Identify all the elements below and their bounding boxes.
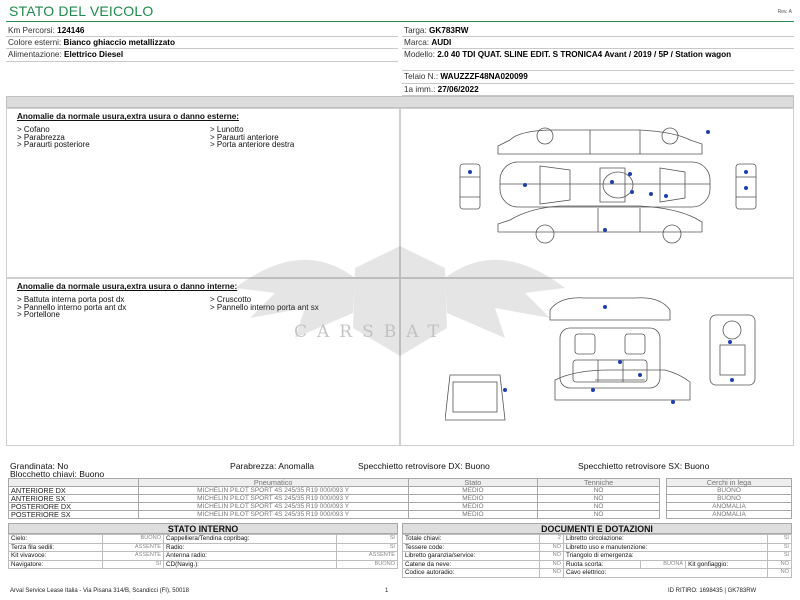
key-lock-status: Blocchetto chiavi: Buono	[10, 469, 105, 479]
revision-label: Rev. A	[777, 9, 792, 15]
model-row	[402, 49, 794, 71]
rim-state: BUONO	[667, 487, 792, 495]
car-exterior-diagram	[440, 122, 770, 247]
doc-label: Catene da neve:	[403, 560, 540, 569]
vin-label: Telaio N.:	[404, 72, 441, 82]
tyre-position: ANTERIORE SX	[9, 495, 139, 503]
internal-damage-panel	[6, 278, 400, 446]
plate-value: GK783RW	[429, 26, 469, 35]
table-row	[403, 543, 792, 552]
table-row	[9, 503, 660, 511]
color-label: Colore esterni:	[8, 38, 64, 48]
doc-label: Ruota scorta:	[563, 560, 640, 569]
watermark-text: CARSBAT	[294, 322, 449, 342]
interior-state-title: STATO INTERNO	[8, 523, 398, 534]
damage-item: > Paraurti posteriore	[17, 140, 90, 150]
registration-label: 1a imm.:	[404, 84, 438, 94]
doc-value: NO	[539, 552, 563, 561]
table-row	[403, 560, 792, 569]
interior-value: BUONO	[103, 535, 164, 544]
tyre-tech: NO	[538, 511, 660, 519]
damage-item: > Porta anteriore destra	[210, 140, 295, 150]
interior-label: Antenna radio:	[164, 552, 337, 561]
rim-state: ANOMALIA	[667, 503, 792, 511]
tyres-header-state: Stato	[408, 479, 538, 487]
vehicle-info-left	[6, 25, 398, 62]
vehicle-info-right	[402, 25, 794, 96]
damage-item: > Lunotto	[210, 125, 244, 134]
section-divider-bar	[6, 96, 794, 108]
table-row	[9, 495, 660, 503]
km-label: Km Percorsi:	[8, 26, 58, 35]
plate-row	[402, 25, 794, 37]
make-label: Marca:	[404, 38, 432, 48]
tyre-model: MICHELIN PILOT SPORT 4S 245/35 R19 000/093 Y	[138, 511, 408, 519]
vin-row	[402, 71, 794, 83]
table-row	[9, 543, 398, 552]
interior-value: ASSENTE	[103, 543, 164, 552]
doc-label: Totale chiavi:	[403, 535, 540, 544]
registration-row	[402, 84, 794, 96]
doc-label: Triangolo di emergenza:	[563, 552, 767, 561]
table-row	[9, 535, 398, 544]
model-label: Modello:	[404, 50, 438, 60]
external-damage-heading: Anomalie da normale usura,extra usura o danno esterne:	[17, 112, 240, 121]
tyre-tech: NO	[538, 495, 660, 503]
external-damage-col-1	[17, 126, 207, 149]
color-value: Bianco ghiaccio metallizzato	[63, 38, 175, 48]
tyre-state: MEDIO	[408, 487, 538, 495]
interior-label: Cappelliera/Tendina copribag:	[164, 535, 337, 544]
doc-value: NO	[767, 569, 791, 578]
damage-item: > Parabrezza	[17, 132, 65, 142]
tyres-header-tyre: Pneumatico	[138, 479, 408, 487]
fuel-row	[6, 49, 398, 61]
color-row	[6, 37, 398, 49]
tyre-state: MEDIO	[408, 503, 538, 511]
footer-company: Arval Service Lease Italia - Via Pisana 314/B, Scandicci (FI), 50018	[10, 588, 189, 594]
interior-value: ASSENTE	[103, 552, 164, 561]
doc-label: Libretto circolazione:	[563, 535, 767, 544]
registration-value: 27/06/2022	[437, 84, 479, 94]
interior-label: CD(Navig.):	[164, 560, 337, 569]
tyres-header-position	[9, 479, 139, 487]
doc-value: 2	[539, 535, 563, 544]
interior-value: ASSENTE	[337, 552, 398, 561]
fuel-label: Alimentazione:	[8, 50, 64, 60]
doc-label: Libretto garanzia/service:	[403, 552, 540, 561]
table-row	[403, 535, 792, 544]
interior-value: SI	[337, 535, 398, 544]
documents-title: DOCUMENTI E DOTAZIONI	[402, 523, 792, 534]
plate-label: Targa:	[404, 26, 430, 35]
vin-value: WAUZZZF48NA020099	[440, 72, 528, 82]
rims-header: Cerchi in lega	[667, 479, 792, 487]
damage-item: > Battuta interna porta post dx	[17, 295, 125, 304]
tyre-position: POSTERIORE DX	[9, 503, 139, 511]
doc-label: Cavo elettrico:	[563, 569, 767, 578]
rim-state: ANOMALIA	[667, 511, 792, 519]
windshield-status: Parabrezza: Anomalla	[230, 461, 315, 471]
damage-item: > Cruscotto	[210, 295, 252, 304]
interior-label: Terza fila sedili:	[9, 543, 103, 552]
km-value: 124146	[57, 26, 85, 35]
internal-damage-heading: Anomalie da normale usura,extra usura o danno interne:	[17, 282, 238, 291]
tyre-tech: NO	[538, 487, 660, 495]
page-title: STATO DEL VEICOLO	[9, 3, 154, 19]
tyres-header-tech: Tenniche	[538, 479, 660, 487]
table-row	[403, 569, 792, 578]
table-row	[403, 552, 792, 561]
interior-value: SI	[337, 543, 398, 552]
doc-value: BUONA	[641, 560, 686, 569]
mirror-left-status: Specchietto retrovisore SX: Buono	[578, 461, 710, 471]
title-divider	[6, 21, 794, 22]
interior-label: Radio:	[164, 543, 337, 552]
interior-label: Kit vivavoce:	[9, 552, 103, 561]
model-value: 2.0 40 TDI QUAT. SLINE EDIT. S TRONICA4 Avant / 2019 / 5P / Station wagon	[437, 50, 732, 60]
mirror-right-status: Specchietto retrovisore DX: Buono	[358, 461, 490, 471]
make-value: AUDI	[431, 38, 452, 48]
table-row	[9, 560, 398, 569]
interior-label: Cielo:	[9, 535, 103, 544]
external-damage-col-2	[210, 126, 400, 149]
damage-item: > Cofano	[17, 125, 50, 134]
damage-item: > Pannello interno porta ant dx	[17, 302, 127, 312]
tyre-position: POSTERIORE SX	[9, 511, 139, 519]
rims-table	[666, 478, 792, 519]
doc-value: NO	[539, 543, 563, 552]
km-row	[6, 25, 398, 37]
interior-label: Navigatore:	[9, 560, 103, 569]
tyres-table	[8, 478, 660, 519]
doc-value: SI	[767, 543, 791, 552]
table-row	[9, 511, 660, 519]
tyre-state: MEDIO	[408, 511, 538, 519]
rim-state: BUONO	[667, 495, 792, 503]
tyre-tech: NO	[538, 503, 660, 511]
table-row	[9, 552, 398, 561]
documents-table	[402, 534, 792, 578]
fuel-value: Elettrico Diesel	[63, 50, 124, 60]
tyre-state: MEDIO	[408, 495, 538, 503]
table-row	[9, 487, 660, 495]
internal-damage-col-2	[210, 296, 400, 311]
make-row	[402, 37, 794, 49]
internal-damage-col-1	[17, 296, 207, 319]
doc-value: NO	[539, 560, 563, 569]
interior-value: BUONO	[337, 560, 398, 569]
doc-value: NO	[767, 560, 791, 569]
doc-label: Libretto uso e manutenzione:	[563, 543, 767, 552]
damage-item: > Paraurti anteriore	[210, 132, 279, 142]
external-damage-panel	[6, 108, 400, 278]
interior-value: SI	[103, 560, 164, 569]
tyre-model: MICHELIN PILOT SPORT 4S 245/35 R19 000/093 Y	[138, 495, 408, 503]
tyre-position: ANTERIORE DX	[9, 487, 139, 495]
car-interior-diagram	[445, 290, 775, 430]
interior-state-table	[8, 534, 398, 569]
doc-label: Tessere code:	[403, 543, 540, 552]
doc-label: Codice autoradio:	[403, 569, 540, 578]
doc-value: SI	[767, 552, 791, 561]
doc-label: Kit gonfiaggio:	[686, 560, 767, 569]
damage-item: > Pannello interno porta ant sx	[210, 302, 319, 312]
hail-status: Grandinata: No	[10, 461, 69, 471]
tyres-header-row	[9, 479, 660, 487]
damage-item: > Portellone	[17, 310, 60, 320]
doc-value: NO	[539, 569, 563, 578]
footer-pickup-id: ID RITIRO: 1698435 | GK783RW	[668, 588, 757, 594]
footer-page-number: 1	[385, 588, 389, 594]
tyre-model: MICHELIN PILOT SPORT 4S 245/35 R19 000/093 Y	[138, 487, 408, 495]
doc-value: SI	[767, 535, 791, 544]
tyre-model: MICHELIN PILOT SPORT 4S 245/35 R19 000/093 Y	[138, 503, 408, 511]
